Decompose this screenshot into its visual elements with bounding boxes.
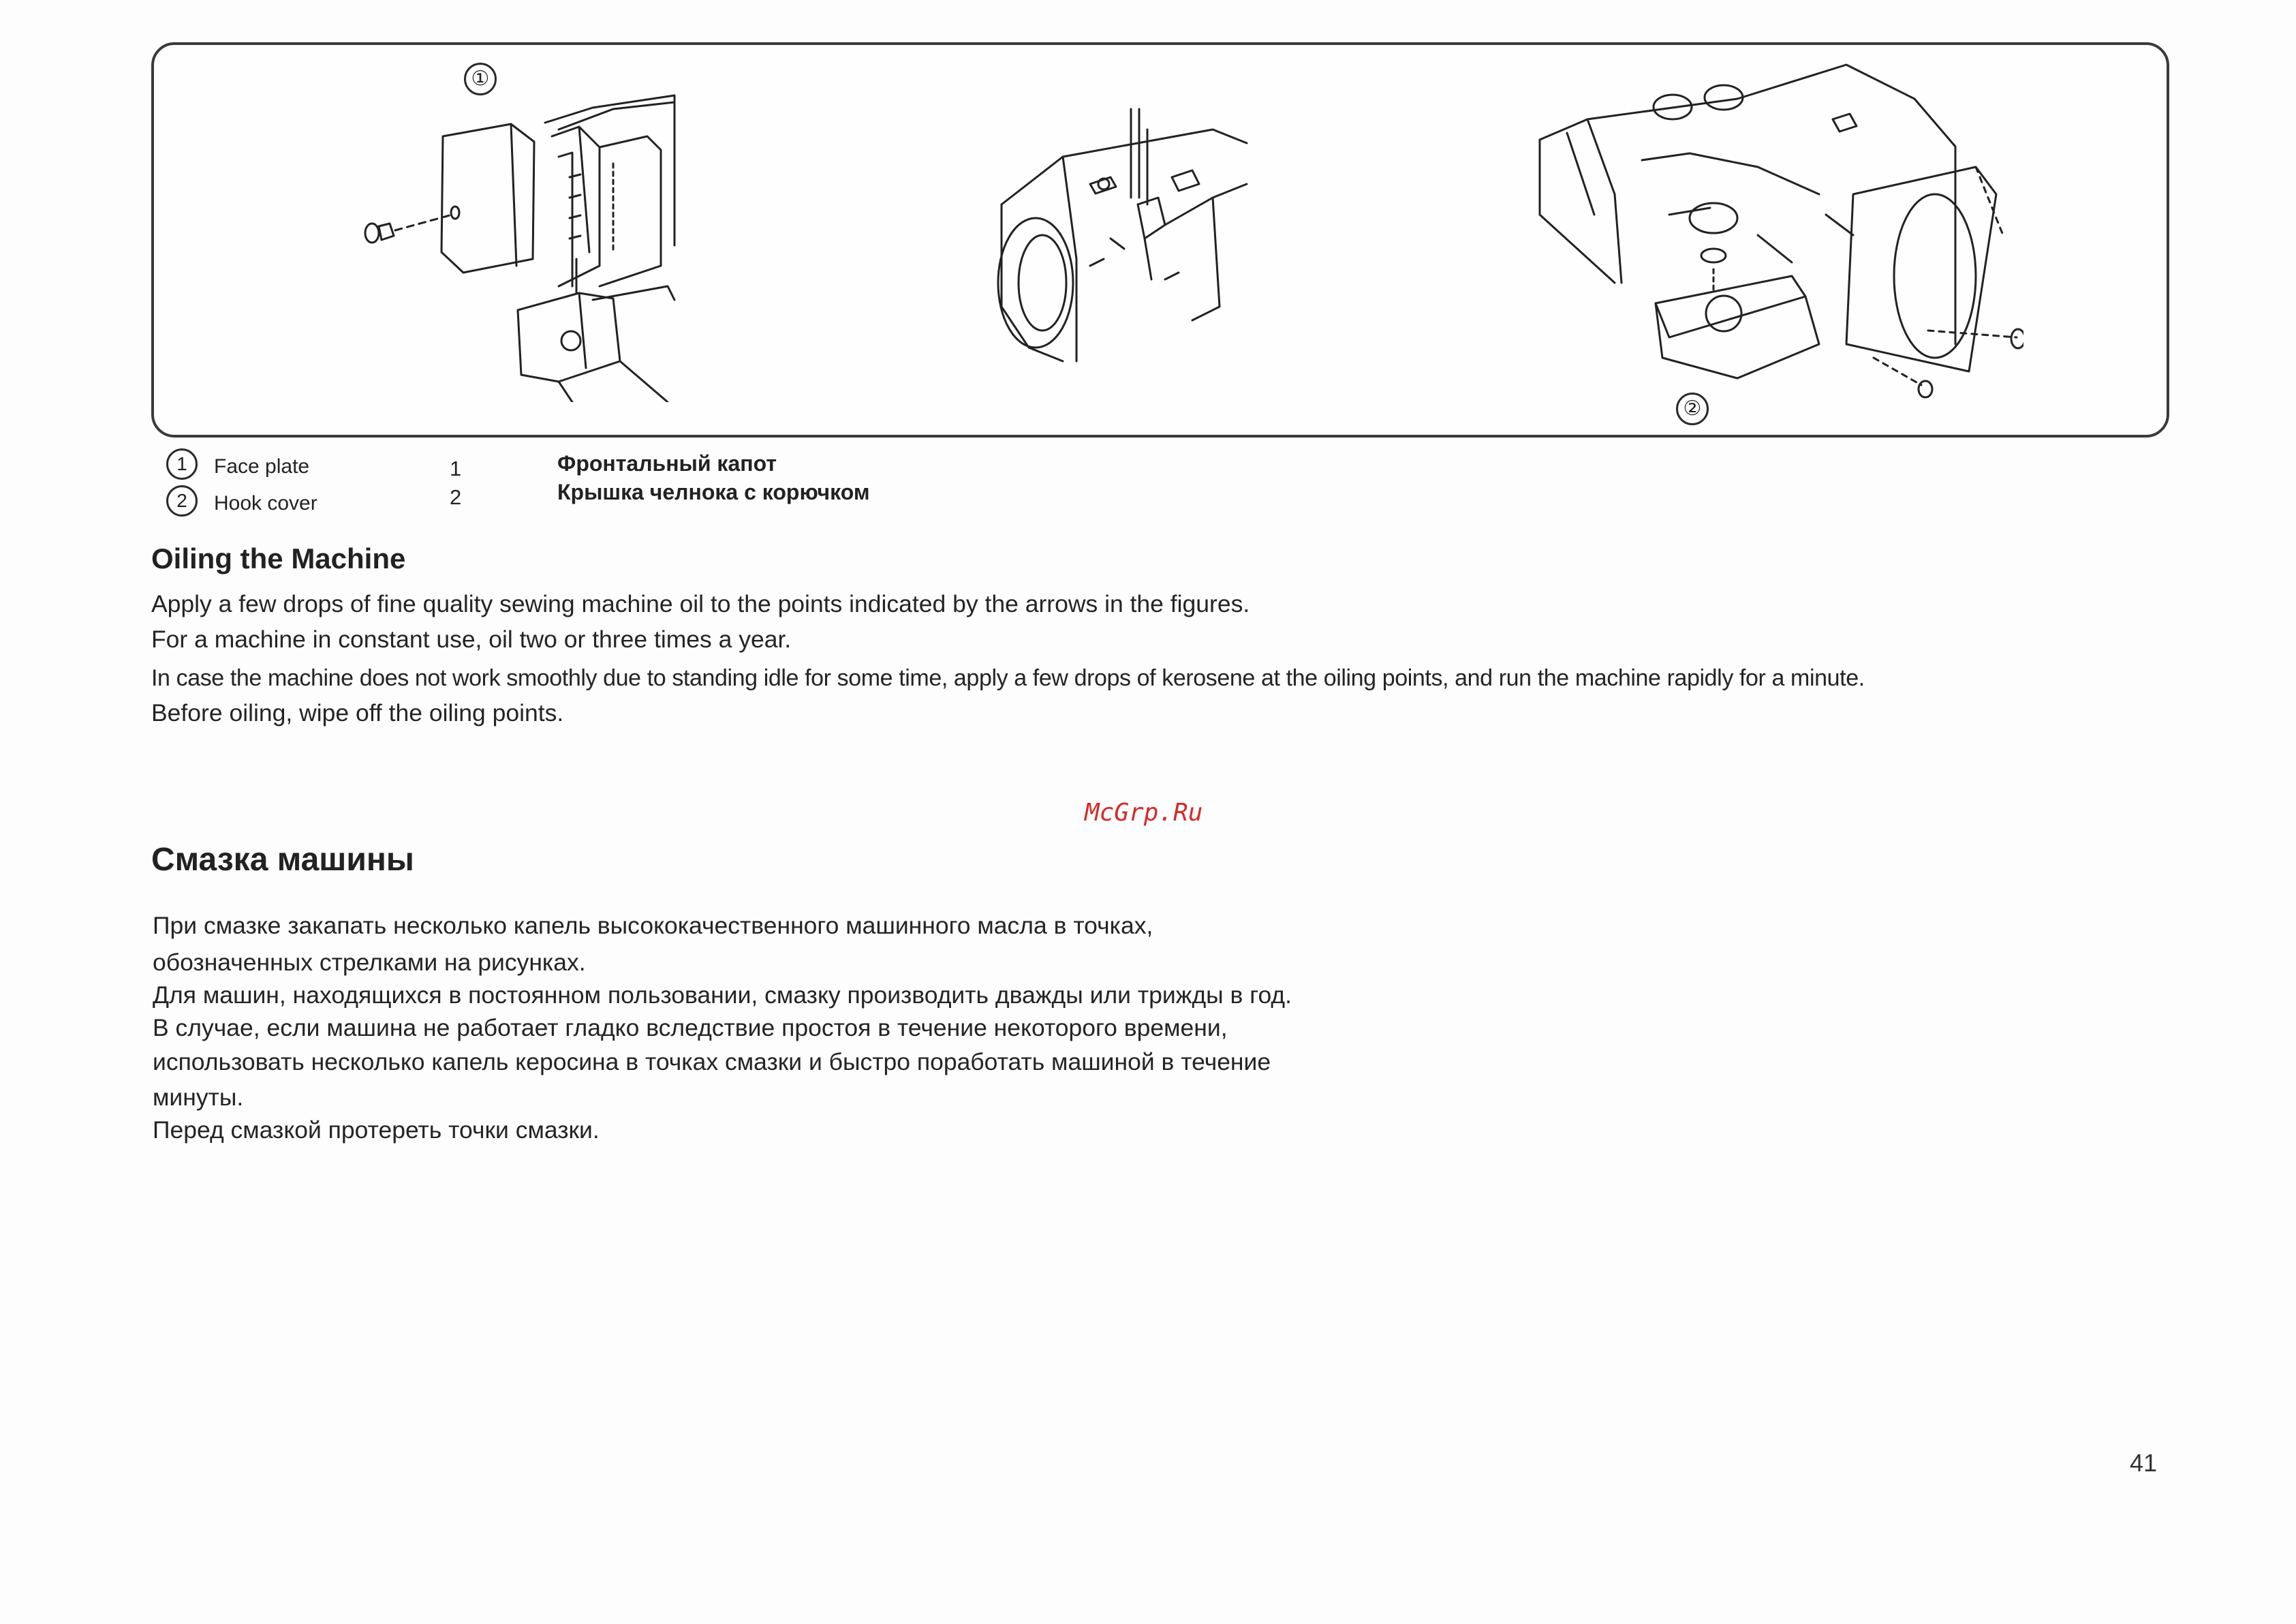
oiling-line-en-1: Apply a few drops of fine quality sewing machine oil to the points indicated by the arrows in the figures. — [151, 590, 1250, 617]
oiling-line-ru-4: В случае, если машина не работает гладко вследствие простоя в течение некоторого времени, — [153, 1014, 1228, 1041]
legend-label-ru-1: Фронтальный капот — [557, 451, 777, 476]
legend-marker-1: 1 — [166, 448, 198, 480]
hook-cover-callout: ② — [1676, 393, 1709, 425]
oiling-line-ru-1: При смазке закапать несколько капель высококачественного машинного масла в точках, — [153, 912, 1153, 939]
arm-oiling-illustration — [988, 102, 1260, 388]
legend-label-en-2: Hook cover — [214, 492, 317, 515]
oiling-heading-en: Oiling the Machine — [151, 542, 406, 574]
hook-cover-illustration — [1533, 58, 2023, 412]
legend-label-en-1: Face plate — [214, 455, 310, 478]
oiling-line-ru-6: минуты. — [153, 1084, 244, 1111]
oiling-line-ru-3: Для машин, находящихся в постоянном пользовании, смазку производить дважды или трижды в год. — [153, 981, 1292, 1009]
oiling-line-en-4: Before oiling, wipe off the oiling points. — [151, 699, 564, 726]
oiling-line-en-3: In case the machine does not work smoothly due to standing idle for some time, apply a few drops of kerosene at the oiling points, and run the machine rapidly for a minute. — [151, 665, 1865, 691]
page-number: 41 — [2130, 1449, 2158, 1477]
oiling-heading-ru: Смазка машины — [151, 842, 414, 878]
oiling-line-en-2: For a machine in constant use, oil two or three times a year. — [151, 626, 792, 653]
oiling-line-ru-7: Перед смазкой протереть точки смазки. — [153, 1116, 600, 1144]
legend-number-2: 2 — [450, 485, 462, 509]
watermark: McGrp.Ru — [1085, 799, 1203, 827]
face-plate-illustration — [354, 82, 681, 402]
legend-marker-2: 2 — [166, 485, 198, 517]
oiling-line-ru-2: обозначенных стрелками на рисунках. — [153, 949, 586, 976]
legend-number-1: 1 — [450, 457, 462, 480]
oiling-line-ru-5: использовать несколько капель керосина в точках смазки и быстро поработать машиной в течение — [153, 1048, 1271, 1075]
face-plate-callout: ① — [464, 63, 497, 95]
legend-label-ru-2: Крышка челнока с корючком — [557, 480, 870, 504]
